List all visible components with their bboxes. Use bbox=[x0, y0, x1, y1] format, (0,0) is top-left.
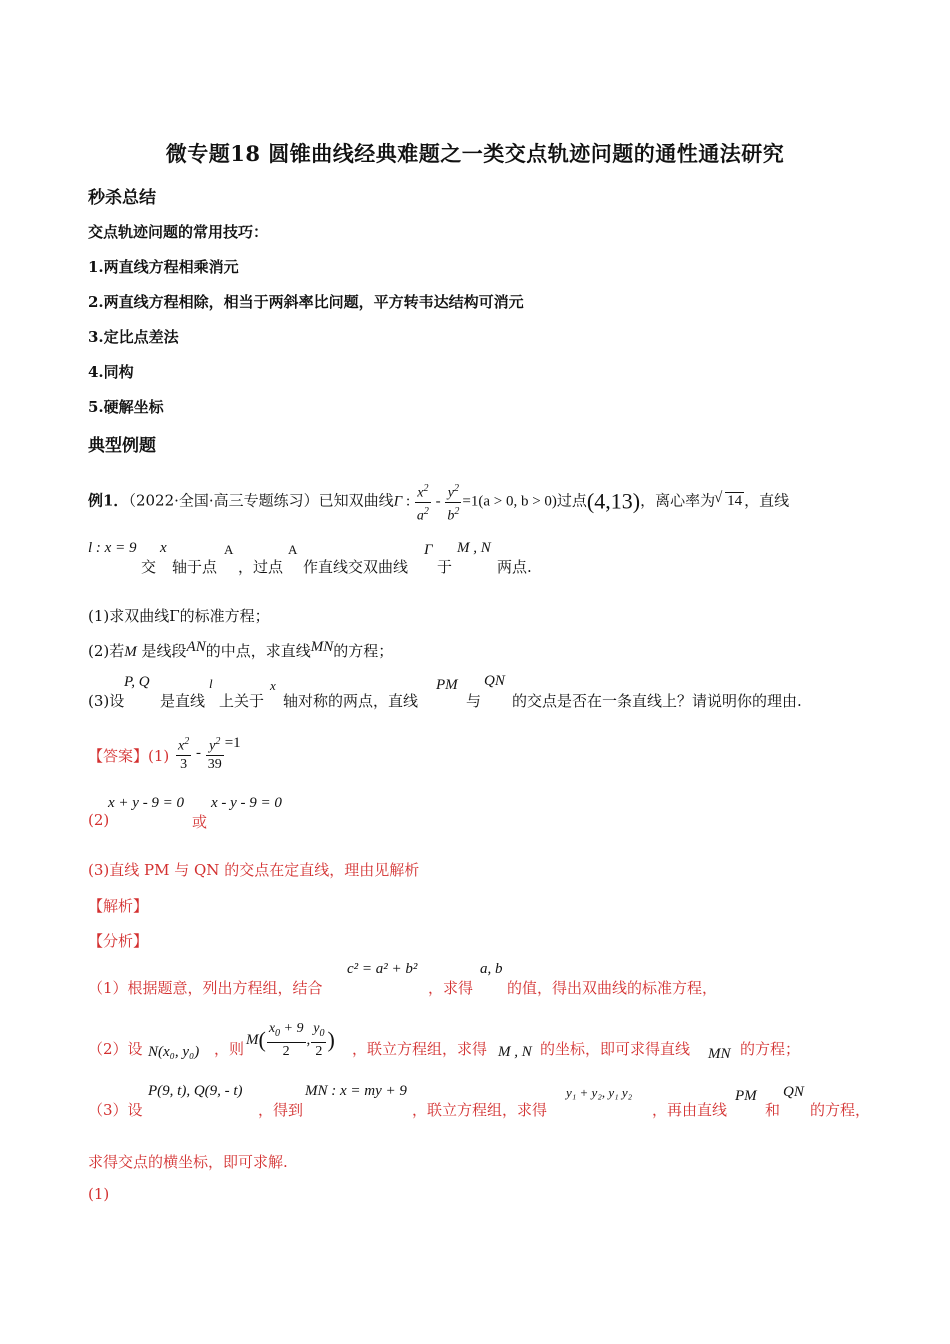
answer-2-eq2: x - y - 9 = 0 bbox=[211, 795, 282, 811]
fenxi-3-prefix: （3）设 bbox=[88, 1101, 143, 1119]
question-1: (1)求双曲线Γ的标准方程； bbox=[88, 607, 270, 625]
q3-yu: 与 bbox=[466, 692, 482, 710]
fenxi-1-mid: ，求得 bbox=[428, 979, 474, 997]
q3-mid: 是直线 bbox=[160, 692, 206, 710]
fenxi-3-he: 和 bbox=[765, 1101, 781, 1119]
fenxi-1-ab: a, b bbox=[480, 961, 503, 977]
fenxi-2-MN2: MN bbox=[708, 1046, 731, 1062]
line-l-equation: l : x = 9 bbox=[88, 540, 137, 556]
jiexi-label: 【解析】 bbox=[88, 897, 149, 915]
fenxi-3-vieta: y₁ + y₂, y₁ y₂ bbox=[566, 1085, 633, 1100]
fenxi-2-mid: ，则 bbox=[214, 1040, 245, 1058]
q3-mid2: 上关于 bbox=[219, 692, 265, 710]
fenxi-3-PM: PM bbox=[735, 1088, 757, 1104]
fenxi-2-mid3: 的坐标，即可求得直线 bbox=[540, 1040, 691, 1058]
gamma-symbol: Γ bbox=[424, 542, 433, 558]
fenxi-label: 【分析】 bbox=[88, 932, 149, 950]
fenxi-3-tail: 求得交点的横坐标，即可求解. bbox=[88, 1153, 288, 1171]
text-through: ，过点 bbox=[238, 558, 284, 576]
q3-l: l bbox=[209, 676, 213, 691]
answer-label: 【答案】(1) bbox=[88, 747, 170, 765]
tip-item: 5.硬解坐标 bbox=[88, 398, 164, 416]
points-MN: M , N bbox=[457, 540, 491, 556]
fenxi-3-mid2: ，联立方程组，求得 bbox=[412, 1101, 548, 1119]
fenxi-2-end: 的方程； bbox=[740, 1040, 801, 1058]
q3-x: x bbox=[270, 678, 276, 693]
q3-end: 的交点是否在一条直线上？请说明你的理由. bbox=[512, 692, 802, 710]
tip-item: 4.同构 bbox=[88, 363, 134, 381]
text-two-points: 两点. bbox=[497, 558, 532, 576]
tip-item: 1.两直线方程相乘消元 bbox=[88, 258, 239, 276]
question-2: (2)若M 是线段AN的中点，求直线MN的方程； bbox=[88, 639, 394, 660]
text-jiao: 交 bbox=[141, 558, 157, 576]
fenxi-3-QN: QN bbox=[783, 1084, 804, 1100]
fenxi-3-eq: MN : x = my + 9 bbox=[305, 1083, 407, 1099]
fenxi-3-PQ: P(9, t), Q(9, - t) bbox=[148, 1083, 243, 1099]
section-heading-summary: 秒杀总结 bbox=[88, 188, 156, 208]
q3-QN: QN bbox=[484, 673, 505, 689]
fenxi-1-eq: c² = a² + b² bbox=[347, 961, 418, 977]
text-yu: 于 bbox=[437, 558, 453, 576]
answer-2-eq1: x + y - 9 = 0 bbox=[108, 795, 185, 811]
answer-1-equation: $\frac{x^2}{3}$ - $\frac{y^2}{39}$ =1 bbox=[178, 734, 241, 772]
var-x: x bbox=[160, 540, 167, 556]
fenxi-2-prefix: （2）设 bbox=[88, 1040, 143, 1058]
fenxi-1-prefix: （1）根据题意，列出方程组，结合 bbox=[88, 979, 323, 997]
q3-mid3: 轴对称的两点，直线 bbox=[283, 692, 419, 710]
tip-item: 3.定比点差法 bbox=[88, 328, 179, 346]
point-A-2: A bbox=[288, 542, 298, 557]
tip-item: 2.两直线方程相除，相当于两斜率比问题，平方转韦达结构可消元 bbox=[88, 293, 524, 311]
section-heading-examples: 典型例题 bbox=[88, 436, 156, 456]
q3-PQ: P, Q bbox=[124, 674, 150, 690]
fenxi-3-mid: ，得到 bbox=[258, 1101, 304, 1119]
text-make: 作直线交双曲线 bbox=[303, 558, 409, 576]
answer-2-label: (2) bbox=[88, 811, 110, 829]
point-A: A bbox=[224, 542, 234, 557]
text-axis-at: 轴于点 bbox=[172, 558, 218, 576]
fenxi-2-N: N(x₀, y₀) bbox=[148, 1044, 200, 1060]
example-label: 例1．（2022·全国·高三专题练习）已知双曲线Γ : $\frac{x^2}{a^2}$ - $\frac{y^2}{b^2}$ =1(a > 0, b > 0)过点(4,13)，离心率为√ 14 ，直线 bbox=[88, 480, 789, 524]
solution-1-label: (1) bbox=[88, 1185, 110, 1203]
q3-PM: PM bbox=[436, 677, 458, 693]
fenxi-2-M-coords: M( $\frac{x_0 + 9}{2}$ , $\frac{y_0}{2}$ ) bbox=[246, 1021, 335, 1059]
fenxi-3-end: 的方程， bbox=[810, 1101, 871, 1119]
q3-prefix: (3)设 bbox=[88, 692, 125, 710]
fenxi-1-end: 的值，得出双曲线的标准方程， bbox=[507, 979, 718, 997]
fenxi-2-mid2: ，联立方程组，求得 bbox=[352, 1040, 488, 1058]
answer-3: (3)直线 PM 与 QN 的交点在定直线，理由见解析 bbox=[88, 861, 420, 879]
page-title: 微专题18 圆锥曲线经典难题之一类交点轨迹问题的通性通法研究 bbox=[165, 141, 785, 166]
fenxi-3-mid3: ，再由直线 bbox=[652, 1101, 728, 1119]
fenxi-2-MN: M , N bbox=[498, 1044, 532, 1060]
answer-2-or: 或 bbox=[192, 813, 208, 831]
tips-heading: 交点轨迹问题的常用技巧： bbox=[88, 223, 269, 241]
